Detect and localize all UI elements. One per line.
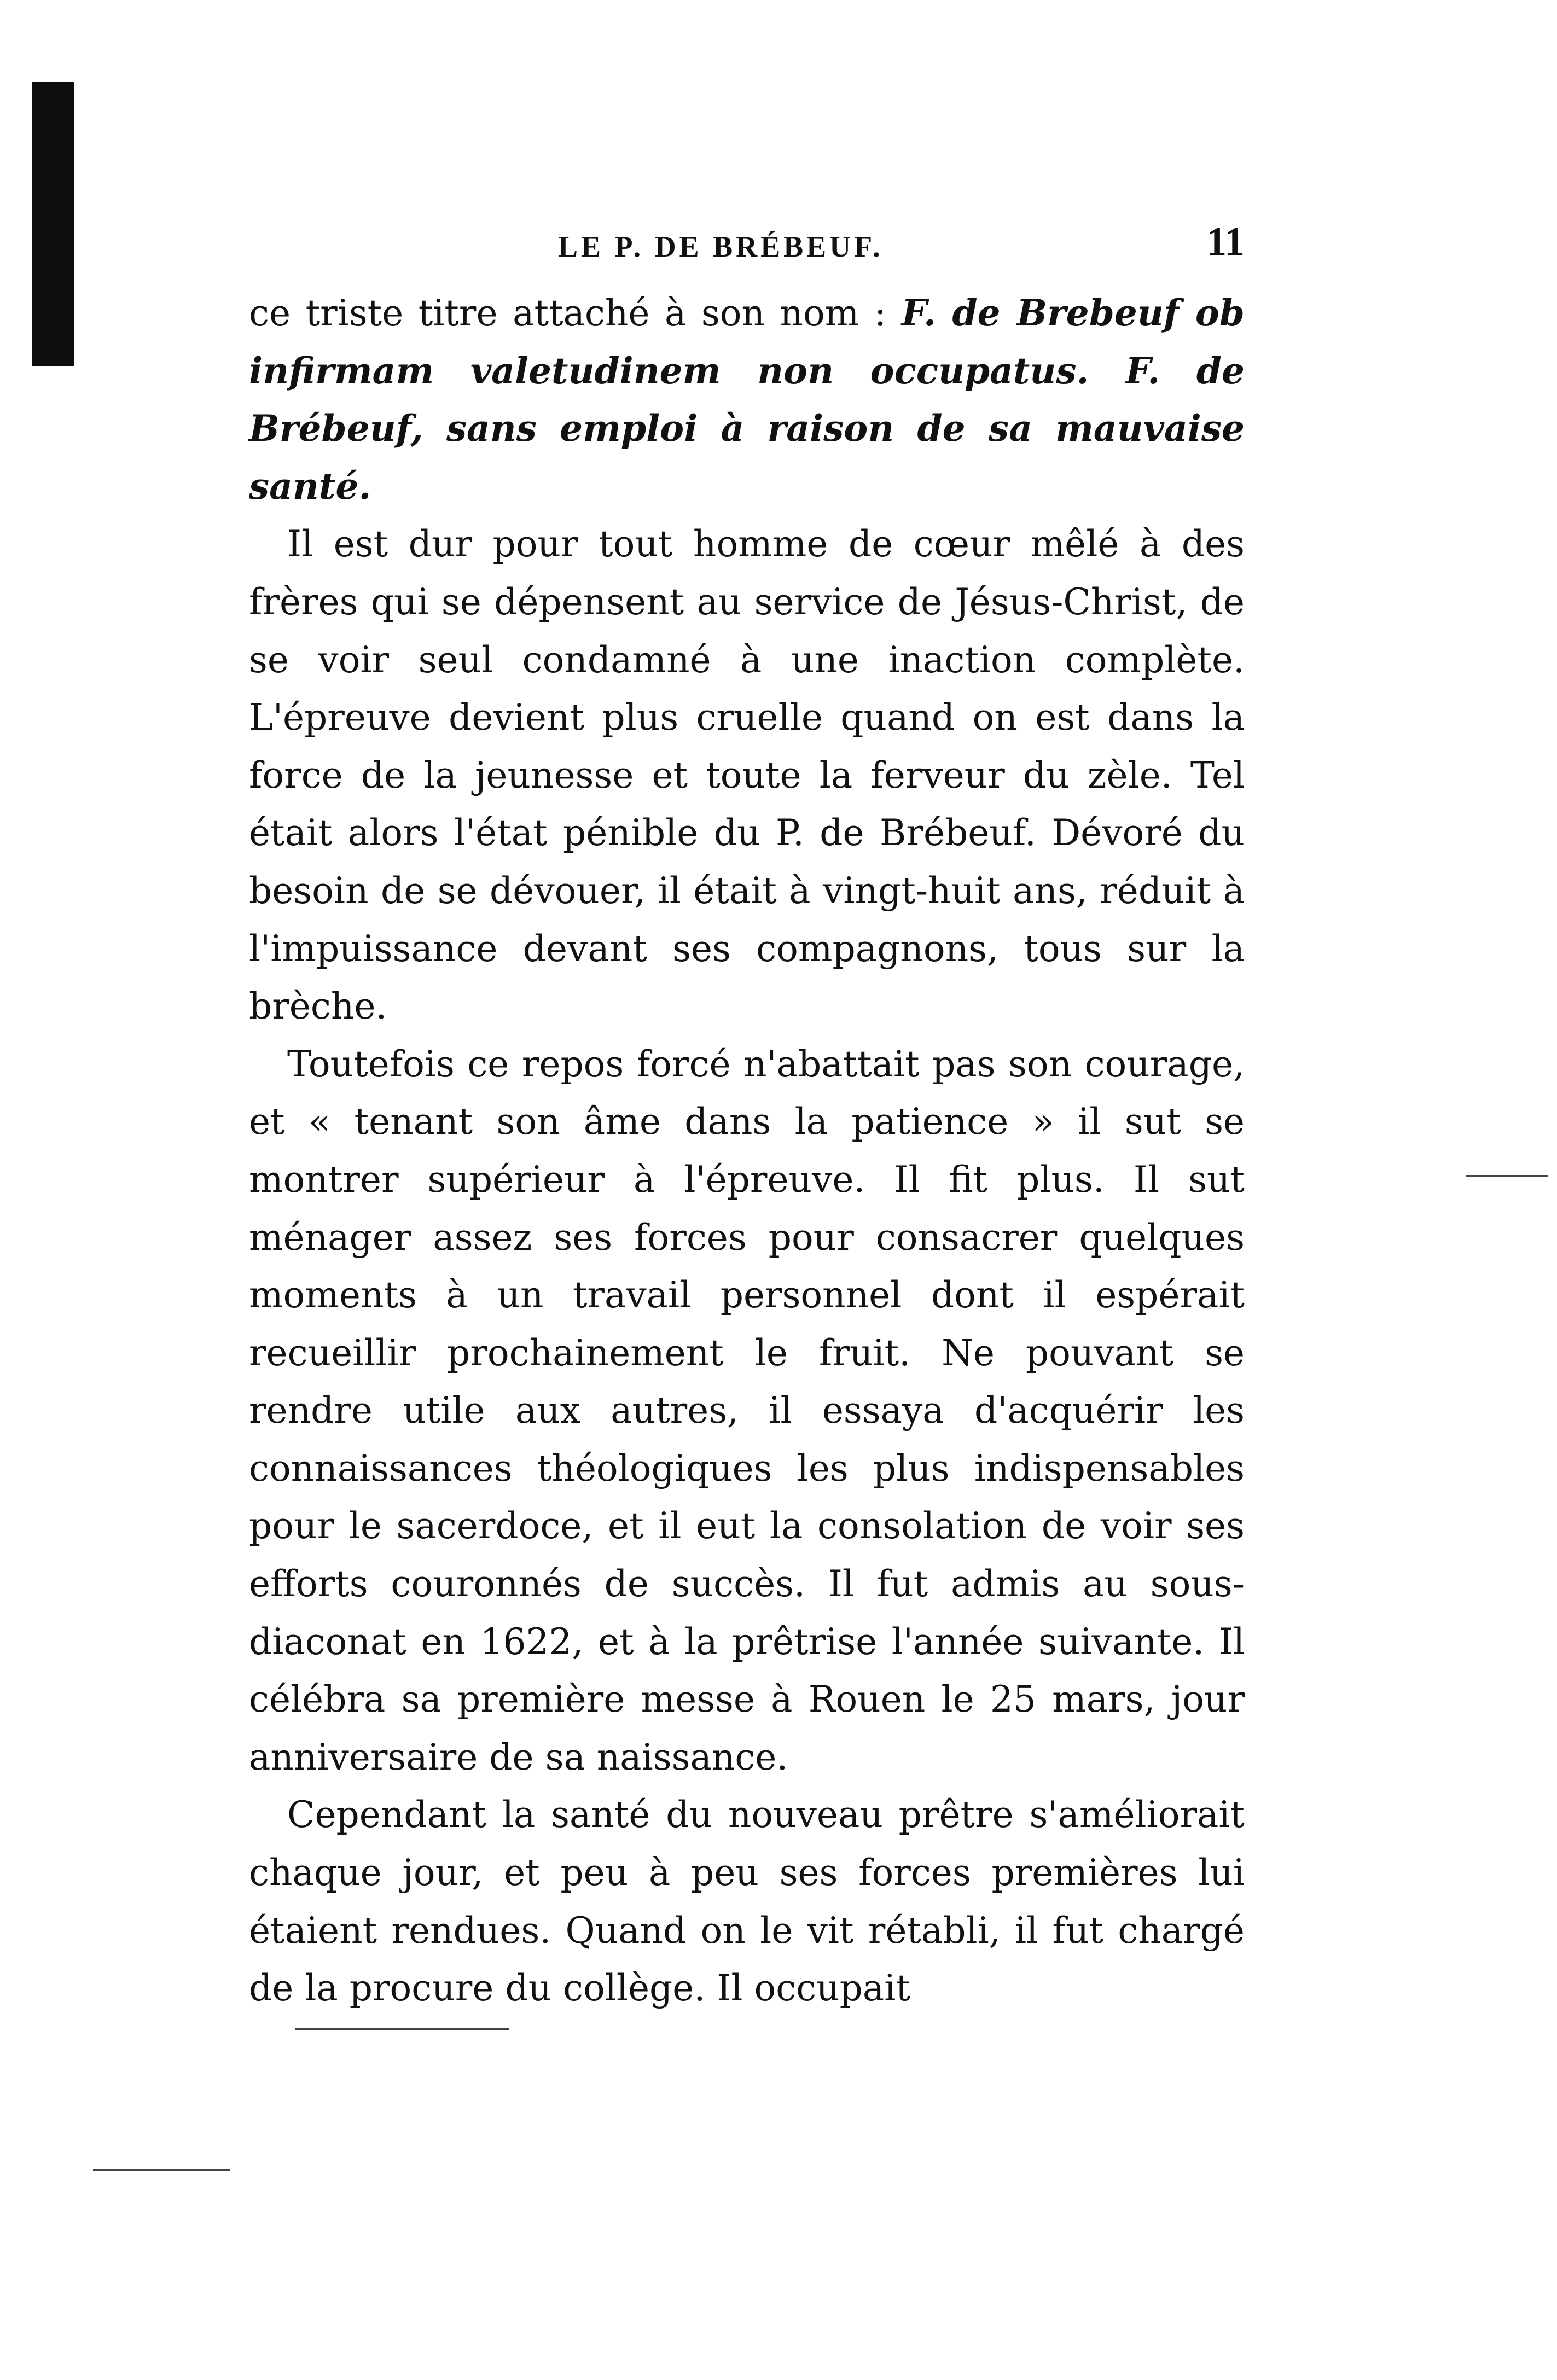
paragraph: Il est dur pour tout homme de cœur mêlé à des frères qui se dépensent au service de Jésus-Christ, de se voir seul condamné à une inaction complète. L'épreuve devient plus cruelle quand on est dans la force de la jeunesse et toute la ferveur du zèle. Tel était alors l'état pénible du P. de Brébeuf. Dévoré du besoin de se dévouer, il était à vingt-huit ans, réduit à l'impuissance devant ses compagnons, tous sur la brèche.	[249, 523, 1245, 1028]
paragraph-continued	[249, 284, 1245, 515]
book-page	[249, 219, 1245, 2017]
page-number: 11	[1206, 219, 1245, 264]
paragraph: Cependant la santé du nouveau prêtre s'améliorait chaque jour, et peu à peu ses forces premières lui étaient rendues. Quand on le vit rétabli, il fut chargé de la procure du collège. Il occupait	[249, 1794, 1245, 2010]
scan-edge-shadow	[32, 82, 74, 366]
running-title: LE P. DE BRÉBEUF.	[558, 230, 884, 263]
latin-quotation: F. de Brebeuf ob infirmam valetudinem non occupatus. F. de Brébeuf, sans emploi à raison de sa mauvaise santé.	[249, 292, 1245, 508]
scan-rule	[1466, 1175, 1548, 1177]
paragraph: Toutefois ce repos forcé n'abattait pas son courage, et « tenant son âme dans la patience » il sut se montrer supérieur à l'épreuve. Il fit plus. Il sut ménager assez ses forces pour consacrer quelques moments à un travail personnel dont il espérait recueillir prochainement le fruit. Ne pouvant se rendre utile aux autres, il essaya d'acquérir les connaissances théologiques les plus indispensables pour le sacerdoce, et il eut la consolation de voir ses efforts couronnés de succès. Il fut admis au sous-diaconat en 1622, et à la prêtrise l'année suivante. Il célébra sa première messe à Rouen le 25 mars, jour anniversaire de sa naissance.	[249, 1043, 1245, 1778]
paragraph-lead-text: ce triste titre attaché à son nom :	[249, 292, 902, 334]
scan-rule	[93, 2169, 230, 2171]
running-head	[249, 219, 1245, 279]
scan-rule	[295, 2028, 509, 2030]
